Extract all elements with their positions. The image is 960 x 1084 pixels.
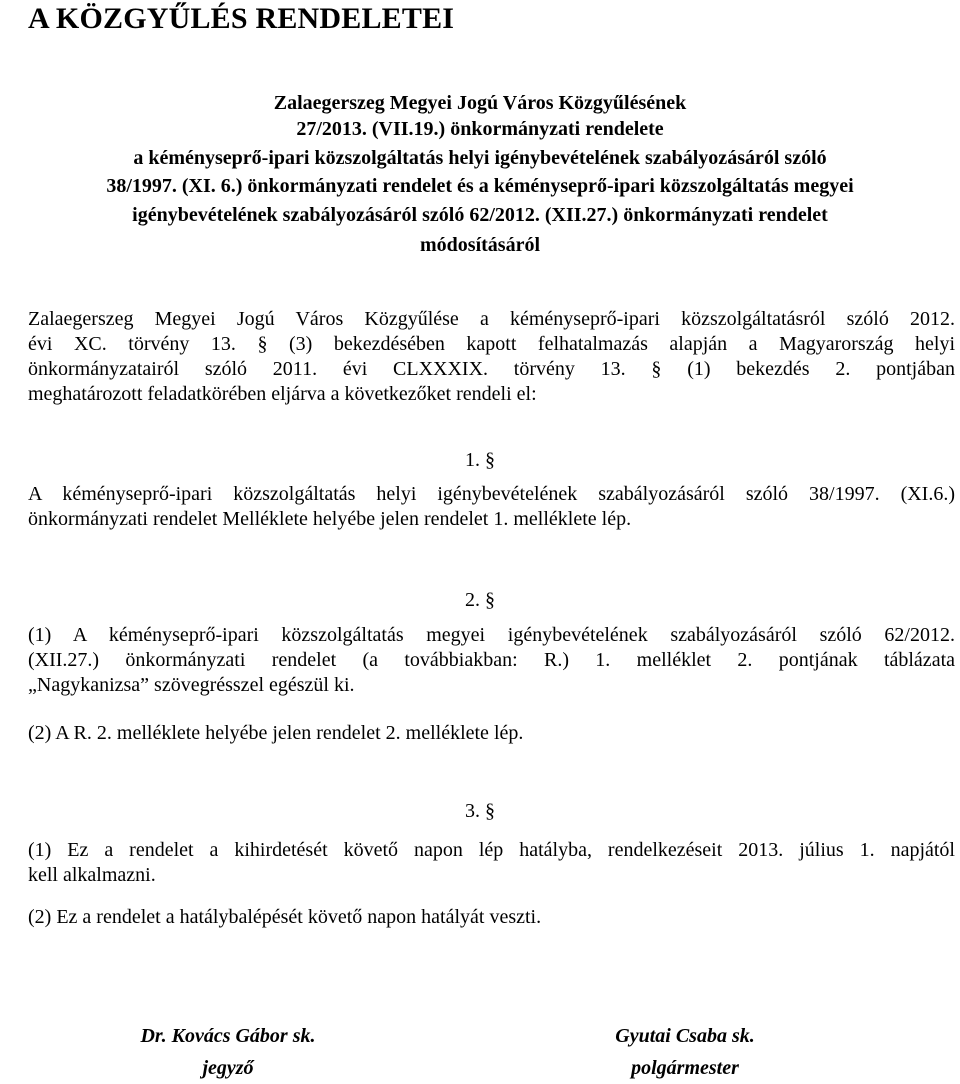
paragraph-line: (1) A kéményseprő-ipari közszolgáltatás megyei igénybevételének szabályozásáról szóló 62/2012.: [28, 624, 955, 646]
section-2-paragraph-1: [28, 623, 955, 698]
title-line: Zalaegerszeg Megyei Jogú Város Közgyűlésének: [273, 92, 687, 114]
paragraph-line: (2) A R. 2. melléklete helyébe jelen rendelet 2. melléklete lép.: [28, 722, 524, 744]
preamble-line: Zalaegerszeg Megyei Jogú Város Közgyűlése a kéményseprő-ipari közszolgáltatásról szóló 2012.: [28, 308, 955, 330]
title-line: 38/1997. (XI. 6.) önkormányzati rendelet és a kéményseprő-ipari közszolgáltatás megyei: [106, 175, 854, 197]
preamble-line: önkormányzatairól szóló 2011. évi CLXXXIX. törvény 13. § (1) bekezdés 2. pontjában: [28, 358, 955, 380]
section-2-paragraph-2: [28, 721, 955, 746]
paragraph-line: „Nagykanizsa” szövegrésszel egészül ki.: [28, 674, 355, 696]
document-heading: A KÖZGYŰLÉS RENDELETEI: [28, 2, 455, 35]
signatory-name: Dr. Kovács Gábor sk.: [140, 1025, 316, 1047]
title-line: módosításáról: [420, 234, 540, 256]
section-number: 3. §: [465, 800, 495, 822]
paragraph-line: A kéményseprő-ipari közszolgáltatás helyi igénybevételének szabályozásáról szóló 38/1997. (XI.6.): [28, 483, 955, 505]
preamble-line: évi XC. törvény 13. § (3) bekezdésében kapott felhatalmazás alapján a Magyarország helyi: [28, 333, 955, 355]
section-3-paragraph-1: [28, 838, 955, 888]
signatory-name: Gyutai Csaba sk.: [615, 1025, 755, 1047]
signatory-role: polgármester: [631, 1057, 739, 1079]
paragraph-line: (2) Ez a rendelet a hatálybalépését követő napon hatályát veszti.: [28, 906, 542, 928]
signature-block: [560, 1020, 810, 1084]
preamble: [28, 307, 955, 407]
title-line: igénybevételének szabályozásáról szóló 62/2012. (XII.27.) önkormányzati rendelet: [132, 204, 828, 226]
title-line: a kéményseprő-ipari közszolgáltatás helyi igénybevételének szabályozásáról szóló: [133, 147, 827, 169]
signature-block: [98, 1020, 358, 1084]
section-number: 2. §: [465, 589, 495, 611]
section-1-paragraph: [28, 482, 955, 532]
paragraph-line: önkormányzati rendelet Melléklete helyébe jelen rendelet 1. melléklete lép.: [28, 508, 632, 530]
signatory-role: jegyző: [202, 1057, 254, 1079]
title-line: 27/2013. (VII.19.) önkormányzati rendelete: [296, 118, 664, 140]
paragraph-line: (XII.27.) önkormányzati rendelet (a továbbiakban: R.) 1. melléklet 2. pontjának táblázata: [28, 649, 955, 671]
preamble-line: meghatározott feladatkörében eljárva a következőket rendeli el:: [28, 383, 537, 405]
paragraph-line: kell alkalmazni.: [28, 864, 156, 886]
section-3-paragraph-2: [28, 905, 955, 930]
section-number: 1. §: [465, 449, 495, 471]
paragraph-line: (1) Ez a rendelet a kihirdetését követő napon lép hatályba, rendelkezéseit 2013. július 1. napjától: [28, 839, 955, 861]
